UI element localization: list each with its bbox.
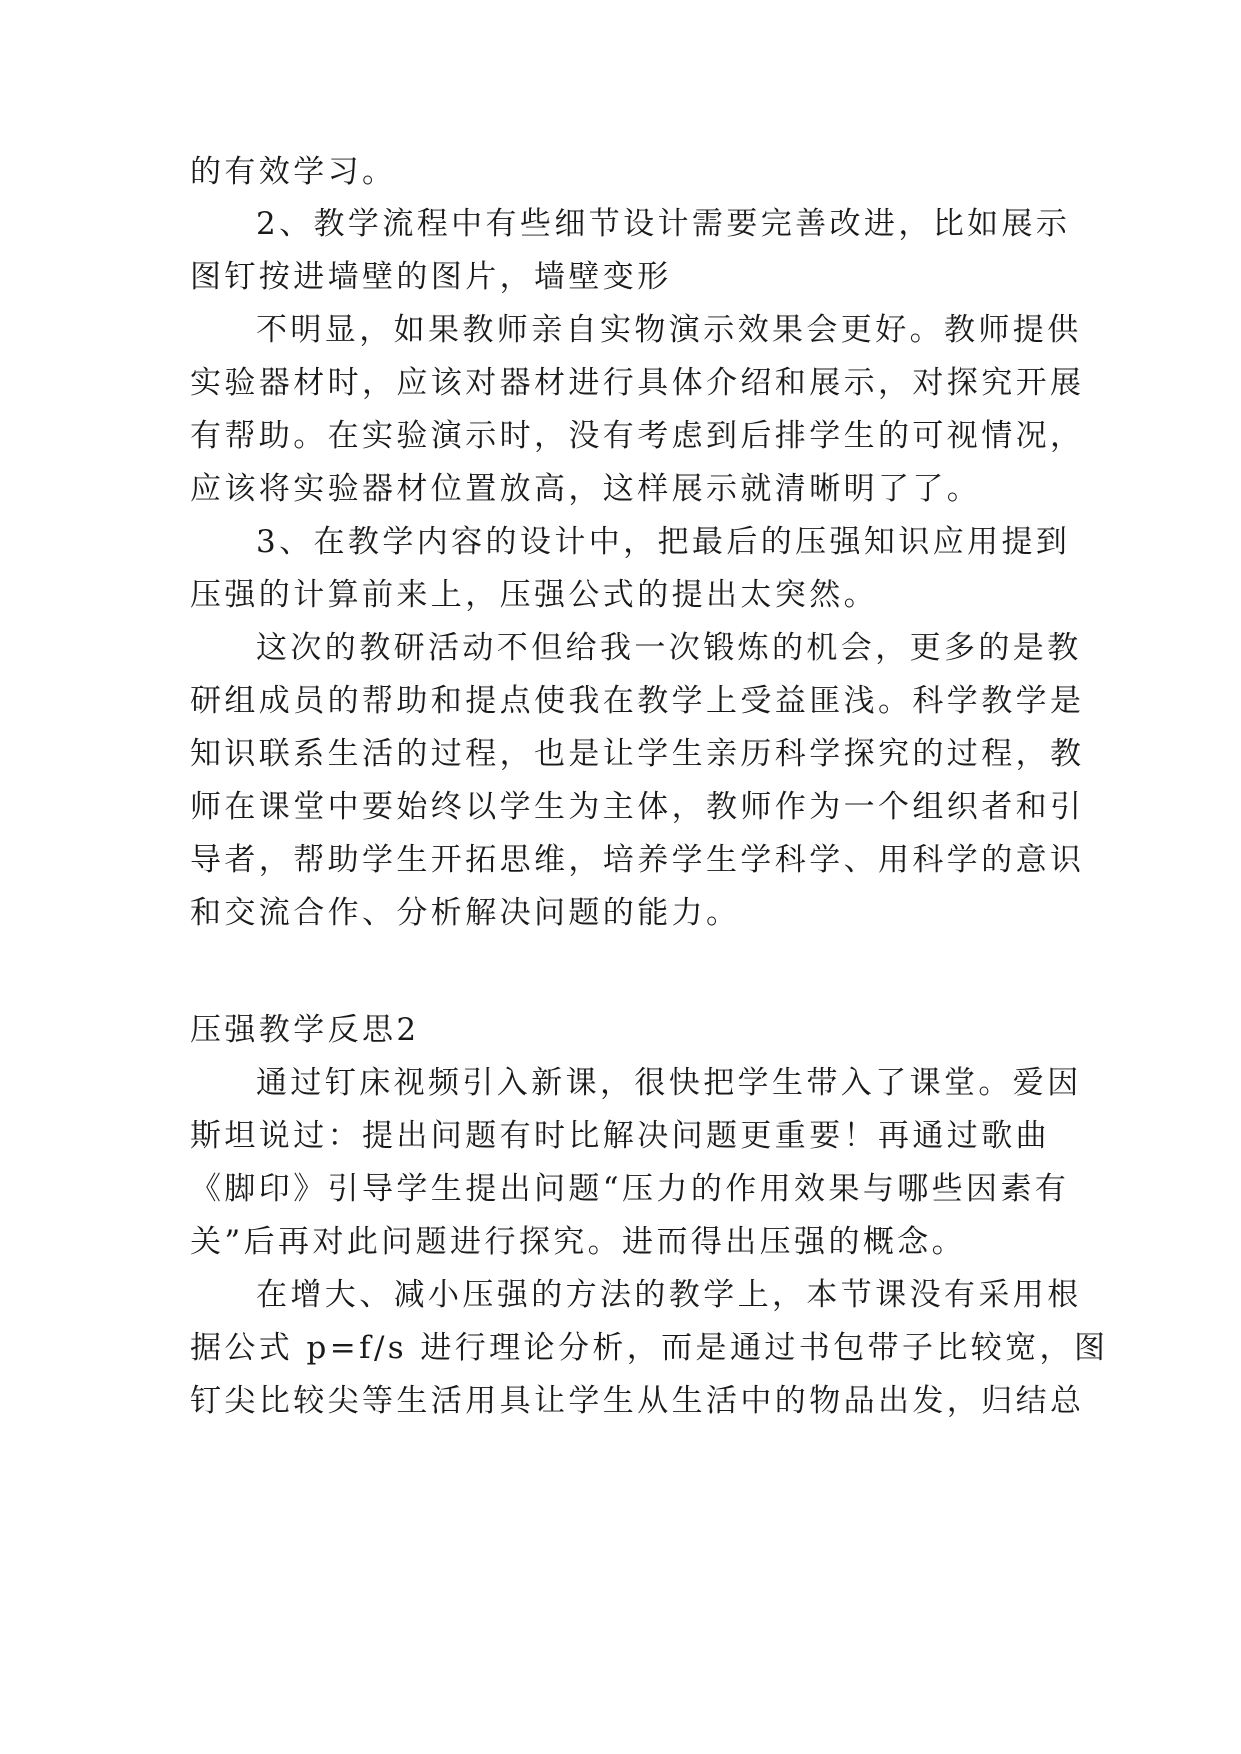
paragraph-line: 图钉按进墙壁的图片，墙壁变形 bbox=[190, 259, 672, 295]
paragraph-line: 据公式 p=f/s 进行理论分析，而是通过书包带子比较宽，图 bbox=[190, 1330, 1109, 1366]
paragraph-line: 师在课堂中要始终以学生为主体，教师作为一个组织者和引 bbox=[190, 789, 1085, 825]
paragraph-line: 研组成员的帮助和提点使我在教学上受益匪浅。科学教学是 bbox=[190, 683, 1085, 719]
paragraph-line: 知识联系生活的过程，也是让学生亲历科学探究的过程，教 bbox=[190, 736, 1085, 772]
paragraph-line: 在增大、减小压强的方法的教学上，本节课没有采用根 bbox=[256, 1277, 1082, 1313]
paragraph-line: 斯坦说过：提出问题有时比解决问题更重要！再通过歌曲 bbox=[190, 1118, 1050, 1154]
paragraph-line: 钉尖比较尖等生活用具让学生从生活中的物品出发，归结总 bbox=[190, 1383, 1085, 1419]
paragraph-line: 实验器材时，应该对器材进行具体介绍和展示，对探究开展 bbox=[190, 365, 1085, 401]
paragraph-line: 有帮助。在实验演示时，没有考虑到后排学生的可视情况， bbox=[190, 418, 1085, 454]
paragraph-line: 通过钉床视频引入新课，很快把学生带入了课堂。爱因 bbox=[256, 1065, 1082, 1101]
section-heading: 压强教学反思2 bbox=[190, 1012, 420, 1048]
paragraph-line: 关”后再对此问题进行探究。进而得出压强的概念。 bbox=[190, 1224, 967, 1260]
paragraph-line: 应该将实验器材位置放高，这样展示就清晰明了了。 bbox=[190, 471, 982, 507]
paragraph-line: 这次的教研活动不但给我一次锻炼的机会，更多的是教 bbox=[256, 630, 1082, 666]
paragraph-line: 导者，帮助学生开拓思维，培养学生学科学、用科学的意识 bbox=[190, 842, 1085, 878]
paragraph-line: 不明显，如果教师亲自实物演示效果会更好。教师提供 bbox=[256, 312, 1082, 348]
paragraph-line: 《脚印》引导学生提出问题“压力的作用效果与哪些因素有 bbox=[190, 1171, 1070, 1207]
paragraph-line: 的有效学习。 bbox=[190, 154, 397, 190]
paragraph-line: 3、在教学内容的设计中，把最后的压强知识应用提到 bbox=[256, 524, 1071, 560]
paragraph-line: 2、教学流程中有些细节设计需要完善改进，比如展示 bbox=[256, 206, 1071, 242]
paragraph-line: 压强的计算前来上，压强公式的提出太突然。 bbox=[190, 577, 878, 613]
paragraph-line: 和交流合作、分析解决问题的能力。 bbox=[190, 895, 741, 931]
